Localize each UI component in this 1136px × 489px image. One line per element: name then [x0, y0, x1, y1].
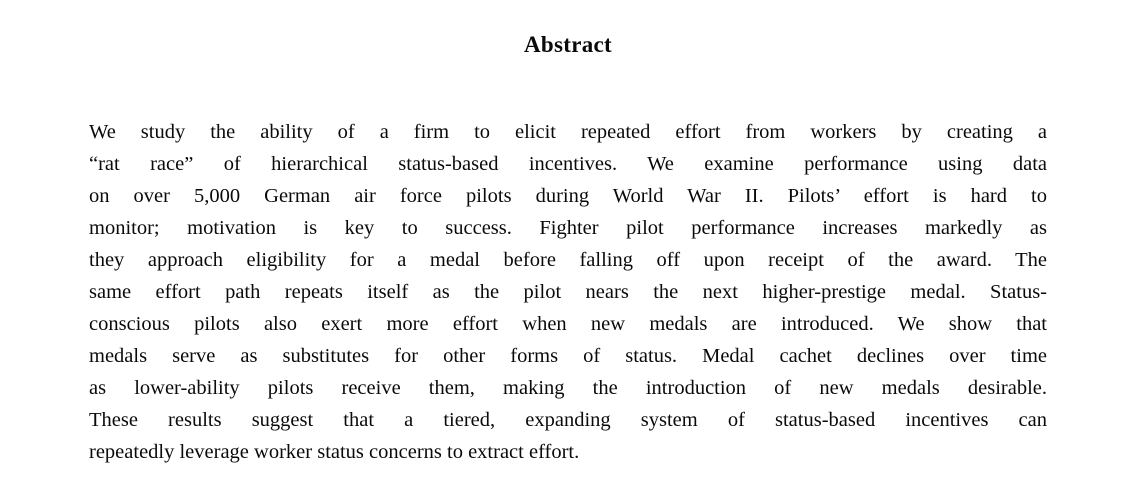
paragraph-line: repeatedly leverage worker status concerns to extract effort. [89, 441, 580, 463]
abstract-paragraph [89, 116, 1047, 468]
paragraph-line: “rat race” of hierarchical status-based incentives. We examine performance using data [89, 153, 1047, 175]
paragraph-line: they approach eligibility for a medal before falling off upon receipt of the award. The [89, 249, 1047, 271]
abstract-heading: Abstract [524, 32, 612, 57]
paragraph-line: conscious pilots also exert more effort when new medals are introduced. We show that [89, 313, 1047, 335]
paragraph-line: as lower-ability pilots receive them, making the introduction of new medals desirable. [89, 377, 1047, 399]
paragraph-line: We study the ability of a firm to elicit repeated effort from workers by creating a [89, 121, 1047, 143]
paragraph-line: medals serve as substitutes for other forms of status. Medal cachet declines over time [89, 345, 1047, 367]
paragraph-line: on over 5,000 German air force pilots during World War II. Pilots’ effort is hard to [89, 185, 1047, 207]
paragraph-line: These results suggest that a tiered, expanding system of status-based incentives can [89, 409, 1047, 431]
paragraph-line: same effort path repeats itself as the pilot nears the next higher-prestige medal. Status- [89, 281, 1047, 303]
paragraph-line: monitor; motivation is key to success. Fighter pilot performance increases markedly as [89, 217, 1047, 239]
